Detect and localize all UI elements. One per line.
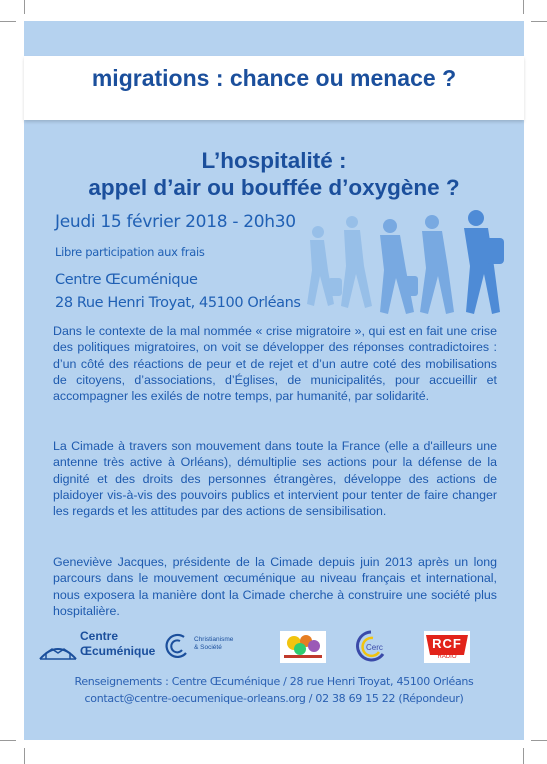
footer-contact-line1: Renseignements : Centre Œcuménique / 28 rue Henri Troyat, 45100 Orléans xyxy=(74,675,474,688)
christianisme-societe-logo xyxy=(162,627,262,667)
crop-mark xyxy=(523,748,524,764)
crop-mark xyxy=(531,21,547,22)
paragraph-context: Dans le contexte de la mal nommée « crise migratoire », qui est en fait une crise des politiques migratoires, on voit se développer des réponses contradictoires : d’un côté des réactions de peur et de rejet et d’un autre coté des mobilisations de citoyens, d’associations, d’Églises, de municipalités, pour accueillir et accompagner les exilés de notre temps, par humanité, par solidarité. xyxy=(53,324,497,404)
poster xyxy=(24,21,524,740)
event-title-line1: L’hospitalité : xyxy=(201,148,347,173)
venue-name: Centre Œcuménique xyxy=(55,272,198,288)
crop-mark xyxy=(0,740,16,741)
walking-people-illustration xyxy=(294,208,519,318)
event-date: Jeudi 15 février 2018 - 20h30 xyxy=(55,212,296,232)
paragraph-speaker: Geneviève Jacques, présidente de la Cimade depuis juin 2013 après un long parcours dans le mouvement œcuménique au niveau français et international, nous exposera la manière dont la Cimade cherche à construire une société plus hospitalière. xyxy=(53,555,497,618)
church-icon xyxy=(38,635,78,665)
page-title: migrations : chance ou menace ? xyxy=(91,65,457,91)
protestant-church-logo xyxy=(280,631,326,663)
footer-contact-line2: contact@centre-oecumenique-orleans.org / 02 38 69 15 22 (Répondeur) xyxy=(84,692,464,705)
crop-mark xyxy=(523,0,524,14)
centre-oecumenique-logo xyxy=(38,627,156,667)
cerc-logo xyxy=(349,628,389,664)
spiral-icon xyxy=(162,631,192,661)
crop-mark xyxy=(24,0,25,14)
centre-logo-line2: Œcuménique xyxy=(80,644,156,658)
paragraph-cimade: La Cimade à travers son mouvement dans toute la France (elle a d'ailleurs une antenne très active à Orléans), démultiplie ses actions pour la défense de la dignité et des droits des personnes étrangères, développe des actions de plaidoyer vis-à-vis des pouvoirs publics et intervient pour tenter de faire changer les regards et les attitudes par des actions de sensibilisation. xyxy=(53,439,497,519)
christ-logo-line1: Christianisme xyxy=(194,636,234,643)
venue-address: 28 Rue Henri Troyat, 45100 Orléans xyxy=(55,295,301,311)
crop-mark xyxy=(531,740,547,741)
christ-logo-line2: & Société xyxy=(194,644,222,651)
svg-text:Cerc: Cerc xyxy=(366,643,383,652)
rcf-logo xyxy=(424,631,470,663)
rcf-logo-subtext: RADIO xyxy=(437,654,457,660)
partner-logos xyxy=(24,621,524,671)
event-title-line2: appel d’air ou bouffée d’oxygène ? xyxy=(88,175,460,200)
crop-mark xyxy=(0,21,16,22)
crop-mark xyxy=(24,748,25,764)
rcf-logo-text: RCF xyxy=(432,636,462,651)
centre-logo-line1: Centre xyxy=(80,629,119,643)
event-fee: Libre participation aux frais xyxy=(55,245,205,259)
